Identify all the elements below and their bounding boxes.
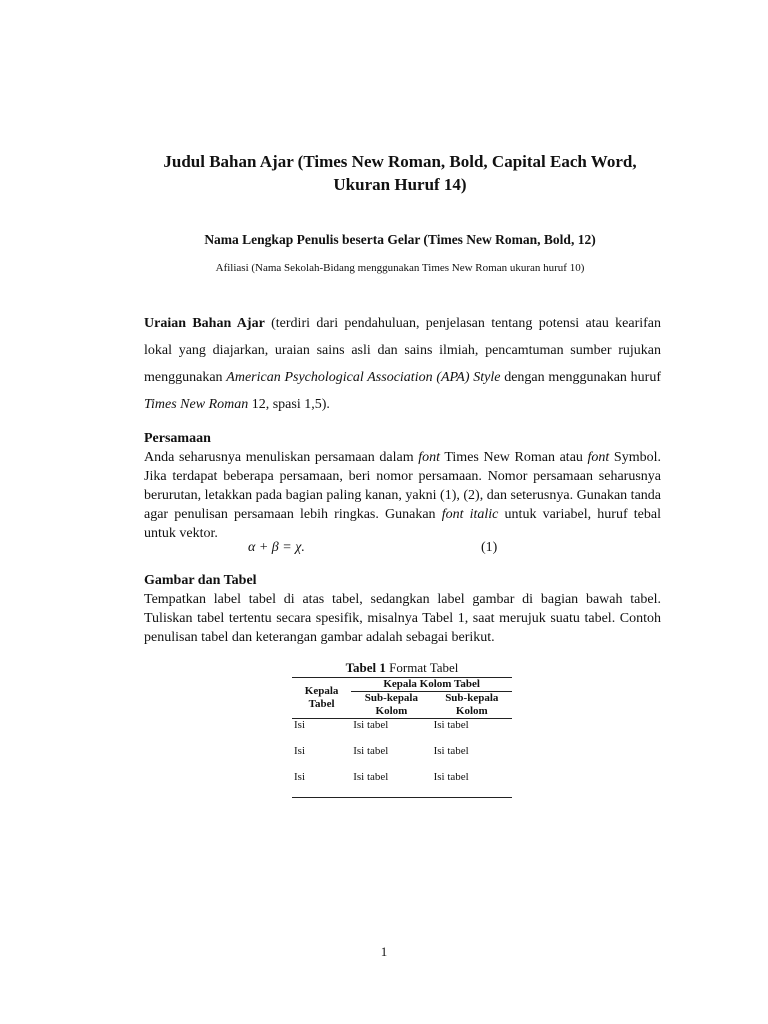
table-cell: Isi tabel [353, 745, 389, 757]
format-table [292, 677, 512, 798]
table-cell: Isi tabel [432, 771, 512, 798]
persamaan-italic-2: font [587, 450, 610, 465]
table-cell: Isi tabel [351, 771, 431, 798]
table-cell: Isi [294, 745, 305, 757]
persamaan-text-1: Anda seharusnya menuliskan persamaan dalam [144, 450, 419, 465]
equation: α + β = χ. [248, 540, 305, 555]
intro-italic-2: Times New Roman [144, 397, 249, 412]
table-caption [292, 660, 512, 676]
table-row [292, 745, 512, 771]
intro-text-3: 12, spasi 1,5). [248, 397, 330, 412]
intro-paragraph [144, 310, 661, 418]
title-line-1: Judul Bahan Ajar (Times New Roman, Bold, Capital Each Word, [163, 152, 637, 171]
table-caption-text: Format Tabel [385, 660, 459, 675]
heading-persamaan: Persamaan [144, 431, 211, 446]
table-subhead-2: Sub-kepala Kolom [432, 692, 512, 719]
author-affiliation: Afiliasi (Nama Sekolah-Bidang menggunakan Times New Roman ukuran huruf 10) [215, 262, 585, 274]
equation-number: (1) [481, 540, 498, 555]
title-line-2: Ukuran Huruf 14) [333, 175, 467, 194]
table-cell: Isi [292, 771, 351, 798]
heading-gambar-tabel: Gambar dan Tabel [144, 573, 257, 588]
table-caption-label: Tabel 1 [345, 660, 386, 675]
persamaan-italic-3: font italic [441, 507, 499, 522]
intro-text-1: (terdiri dari pendahuluan, penjelasan tentang potensi atau kearifan lokal yang diajarkan, uraian sains asli dan sains ilmiah, pencamtuman sumber rujukan menggunakan [144, 316, 662, 385]
table-cell: Isi tabel [353, 719, 389, 731]
table-head-row-label: Kepala Tabel [292, 678, 351, 719]
persamaan-italic-1: font [418, 450, 440, 465]
persamaan-text-4: untuk variabel, huruf tebal untuk vektor. [144, 507, 661, 541]
table-head-group: Kepala Kolom Tabel [351, 678, 512, 692]
gambar-paragraph: Tempatkan label tabel di atas tabel, sedangkan label gambar di bagian bawah tabel. Tuliskan tabel tertentu secara spesifik, misalnya Tabel 1, saat merujuk suatu tabel. Contoh penulisan tabel dan keterangan gambar adalah sebagai berikut. [144, 592, 661, 645]
table-row [292, 719, 512, 746]
author-name: Nama Lengkap Penulis beserta Gelar (Times New Roman, Bold, 12) [204, 232, 596, 247]
table-cell: Isi tabel [433, 719, 469, 731]
document-title [100, 150, 700, 196]
persamaan-text-2: Times New Roman atau [440, 450, 588, 465]
intro-italic-1: American Psychological Association (APA) Style [226, 370, 501, 385]
persamaan-text-3: Symbol. Jika terdapat beberapa persamaan, beri nomor persamaan. Nomor persamaan seharusnya berurutan, letakkan pada bagian paling kanan, yakni (1), (2), dan seterusnya. Gunakan tanda agar penulisan persamaan lebih ringkas. Gunakan [144, 450, 661, 522]
page-number: 1 [380, 944, 388, 959]
intro-text-2: dengan menggunakan huruf [500, 370, 661, 385]
intro-lead: Uraian Bahan Ajar [144, 316, 265, 331]
persamaan-paragraph [144, 448, 661, 543]
table-cell: Isi tabel [433, 745, 469, 757]
table-subhead-1: Sub-kepala Kolom [351, 692, 431, 719]
table-row [292, 771, 512, 798]
table-cell: Isi [294, 719, 305, 731]
